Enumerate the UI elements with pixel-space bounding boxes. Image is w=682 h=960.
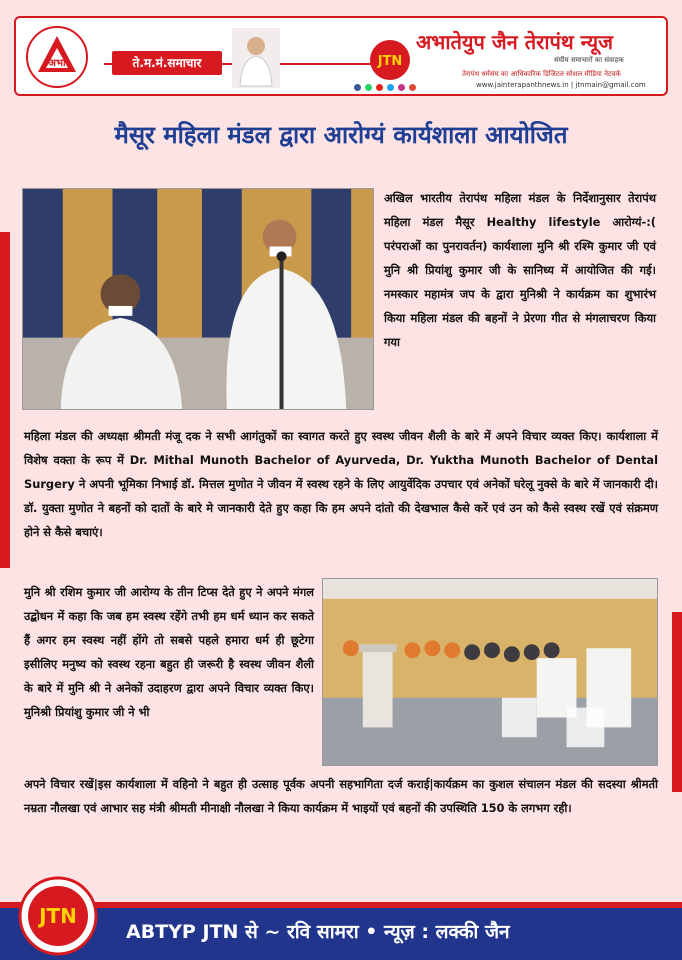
jtn-logo [368,38,412,82]
jtn-footer-label: JTN [39,904,77,928]
facebook-icon[interactable] [354,84,361,91]
instagram-icon[interactable] [398,84,405,91]
right-accent-bar [672,612,682,792]
jtn-small-label: JTN [377,54,403,69]
left-accent-bar [0,232,10,568]
social-icons [354,84,416,91]
twitter-icon[interactable] [387,84,394,91]
news-channel-title: अभातेयुप जैन तेरापंथ न्यूज [416,30,613,54]
news-website[interactable]: www.jainterapanthnews.in | jtnmain@gmail.com [476,81,646,89]
news-tagline: संघीय समाचारों का संवाहक [554,56,624,64]
news-network-line: तेरापंथ धर्मसंघ का आधिकारिक डिजिटल सोशल मीडिया नेटवर्क [462,70,621,78]
footer-credits: ABTYP JTN से ~ रवि सामरा • न्यूज़ : लक्की जैन [126,921,510,943]
header-banner [14,16,668,96]
youtube-icon[interactable] [376,84,383,91]
paragraph-intro: अखिल भारतीय तेरापंथ महिला मंडल के निर्देशानुसार तेरापंथ महिला मंडल मैसूर Healthy lifestyle आरोग्यं-:( परंपराओं का पुनरावर्तन) कार्यशाला मुनि श्री रश्मि कुमार जी एवं मुनि श्री प्रियांशु कुमार जी के सानिध्य में आयोजित की गई। नमस्कार महामंत्र जप के द्वारा मुनिश्री ने कार्यक्रम का शुभारंभ किया महिला मंडल की बहनों ने प्रेरणा गीत से मंगलाचरण किया गया [384,191,656,349]
temm-samachar-tag: ते.म.मं.समाचार [112,51,222,75]
acharya-portrait [232,28,280,88]
workshop-photo-audience [322,578,658,766]
logo-left-label: अभा [48,58,66,69]
mahila-mandal-logo [24,24,90,90]
jtn-footer-logo [18,876,98,956]
paragraph-president: महिला मंडल की अध्यक्षा श्रीमती मंजू दक ने सभी आगंतुकों का स्वागत करते हुए स्वस्थ जीवन शैली के बारे में अपने विचार व्यक्त किए। कार्यशाला में विशेष वक्ता के रूप में Dr. Mithal Munoth Bachelor of Ayurveda, Dr. Yuktha Munoth Bachelor of Dental Surgery ने अपनी भूमिका निभाई डॉ. मित्तल मुणोत ने जीवन में स्वस्थ रहने के लिए आयुर्वेदिक उपचार एवं अनेकों घरेलू नुक्से के बारे में जानकारी दी। डॉ. युक्ता मुणोत ने बहनों को दातों के बारे मे जानकारी देते हुए कहा कि हम अपने दांतो की देखभाल कैसे करें एवं उन को कैसे स्वस्थ रखें एवं संक्रमण होने से कैसे बचाएं। [24,429,658,539]
paragraph-conclusion: अपने विचार रखें|इस कार्यशाला में वहिनो ने बहुत ही उत्साह पूर्वक अपनी सहभागिता दर्ज कराई|कार्यक्रम का कुशल संचालन मंडल की सदस्या श्रीमती नम्रता नौलखा एवं आभार सह मंत्री श्रीमती मीनाक्षी नौलखा ने किया कार्यक्रम में भाइयों एवं बहनों की उपस्थिति 150 के लगभग रही। [24,777,658,815]
google-plus-icon[interactable] [409,84,416,91]
article-headline: मैसूर महिला मंडल द्वारा आरोग्यं कार्यशाला आयोजित [114,121,568,149]
paragraph-muni-address: मुनि श्री रशिम कुमार जी आरोग्य के तीन टिप्स देते हुए ने अपने मंगल उद्बोधन में कहा कि जब हम स्वस्थ रहेंगे तभी हम धर्म ध्यान कर सकते हैं अगर हम स्वस्थ नहीं होंगे तो सबसे पहले हमारा धर्म ही छूटेगा इसीलिए मनुष्य को स्वस्थ रहना बहुत ही जरूरी है स्वस्थ जीवन शैली के बारे में मुनि श्री ने अनेकों उदाहरण द्वारा अपने विचार व्यक्त किए। मुनिश्री प्रियांशु कुमार जी ने भी [24,585,314,719]
workshop-photo-monks [22,188,374,410]
whatsapp-icon[interactable] [365,84,372,91]
